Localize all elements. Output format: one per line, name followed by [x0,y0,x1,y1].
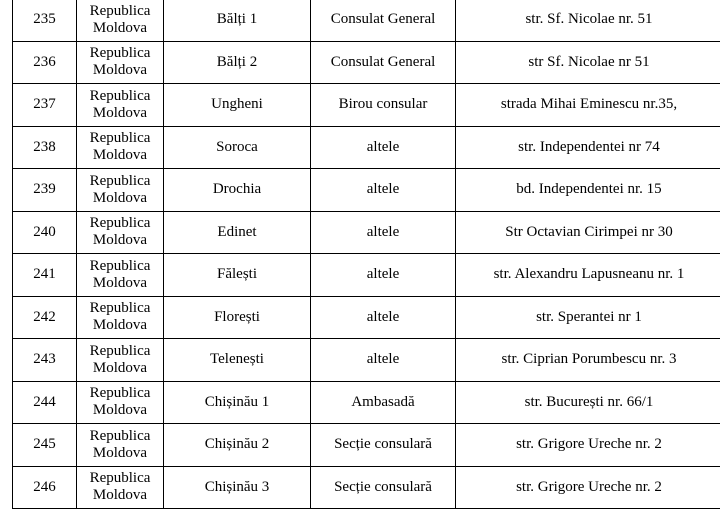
country-cell [77,466,164,509]
mission-type-cell: altele [311,339,456,382]
country-cell [77,296,164,339]
row-number-cell: 237 [13,84,77,127]
country-line: Moldova [92,487,148,504]
table-row [13,84,720,127]
mission-type-cell: Ambasadă [311,381,456,424]
table-row [13,424,720,467]
country-cell [77,254,164,297]
table-row [13,0,720,41]
address-cell: str. București nr. 66/1 [456,381,720,424]
table-row [13,254,720,297]
mission-type-cell: Birou consular [311,84,456,127]
country-line: Moldova [92,104,148,121]
city-cell: Soroca [164,126,311,169]
address-cell: str. Ciprian Porumbescu nr. 3 [456,339,720,382]
address-cell: bd. Independentei nr. 15 [456,169,720,212]
country-line: Republica [89,45,151,62]
address-cell: strada Mihai Eminescu nr.35, [456,84,720,127]
country-line: Republica [89,470,151,487]
country-line: Republica [89,385,151,402]
country-line: Moldova [92,189,148,206]
city-cell: Bălți 2 [164,41,311,84]
row-number-cell: 240 [13,211,77,254]
address-cell: str. Grigore Ureche nr. 2 [456,424,720,467]
row-number-cell: 236 [13,41,77,84]
address-cell: str. Alexandru Lapusneanu nr. 1 [456,254,720,297]
city-cell: Chișinău 3 [164,466,311,509]
city-cell: Florești [164,296,311,339]
country-cell [77,169,164,212]
country-line: Republica [89,215,151,232]
row-number-cell: 242 [13,296,77,339]
table-body [13,0,720,509]
country-line: Republica [89,257,151,274]
city-cell: Edinet [164,211,311,254]
table-row [13,126,720,169]
mission-type-cell: Consulat General [311,41,456,84]
mission-type-cell: altele [311,211,456,254]
mission-type-cell: altele [311,296,456,339]
address-cell: str. Independentei nr 74 [456,126,720,169]
table-row [13,381,720,424]
mission-type-cell: altele [311,169,456,212]
country-cell [77,0,164,41]
row-number-cell: 246 [13,466,77,509]
country-line: Moldova [92,147,148,164]
address-cell: str. Grigore Ureche nr. 2 [456,466,720,509]
country-line: Republica [89,342,151,359]
country-cell [77,211,164,254]
country-line: Moldova [92,62,148,79]
country-line: Moldova [92,444,148,461]
address-cell: str Sf. Nicolae nr 51 [456,41,720,84]
country-line: Republica [89,427,151,444]
table-row [13,296,720,339]
country-line: Republica [89,130,151,147]
country-line: Republica [89,2,151,19]
country-line: Moldova [92,232,148,249]
table-row [13,211,720,254]
country-cell [77,339,164,382]
country-line: Moldova [92,359,148,376]
row-number-cell: 241 [13,254,77,297]
table-row [13,41,720,84]
mission-type-cell: altele [311,126,456,169]
mission-type-cell: Consulat General [311,0,456,41]
city-cell: Fălești [164,254,311,297]
table-row [13,169,720,212]
country-cell [77,41,164,84]
row-number-cell: 238 [13,126,77,169]
polling-stations-table [12,0,720,509]
country-cell [77,381,164,424]
row-number-cell: 244 [13,381,77,424]
address-cell: str. Sf. Nicolae nr. 51 [456,0,720,41]
country-cell [77,126,164,169]
city-cell: Bălți 1 [164,0,311,41]
country-line: Moldova [92,274,148,291]
row-number-cell: 245 [13,424,77,467]
country-line: Republica [89,300,151,317]
table-row [13,339,720,382]
row-number-cell: 239 [13,169,77,212]
address-cell: Str Octavian Cirimpei nr 30 [456,211,720,254]
address-cell: str. Sperantei nr 1 [456,296,720,339]
country-cell [77,84,164,127]
country-line: Moldova [92,402,148,419]
country-line: Moldova [92,19,148,36]
country-line: Republica [89,87,151,104]
country-line: Republica [89,172,151,189]
row-number-cell: 243 [13,339,77,382]
city-cell: Chișinău 2 [164,424,311,467]
country-line: Moldova [92,317,148,334]
country-cell [77,424,164,467]
city-cell: Telenești [164,339,311,382]
mission-type-cell: altele [311,254,456,297]
mission-type-cell: Secție consulară [311,424,456,467]
city-cell: Chișinău 1 [164,381,311,424]
table-row [13,466,720,509]
city-cell: Ungheni [164,84,311,127]
mission-type-cell: Secție consulară [311,466,456,509]
row-number-cell: 235 [13,0,77,41]
city-cell: Drochia [164,169,311,212]
